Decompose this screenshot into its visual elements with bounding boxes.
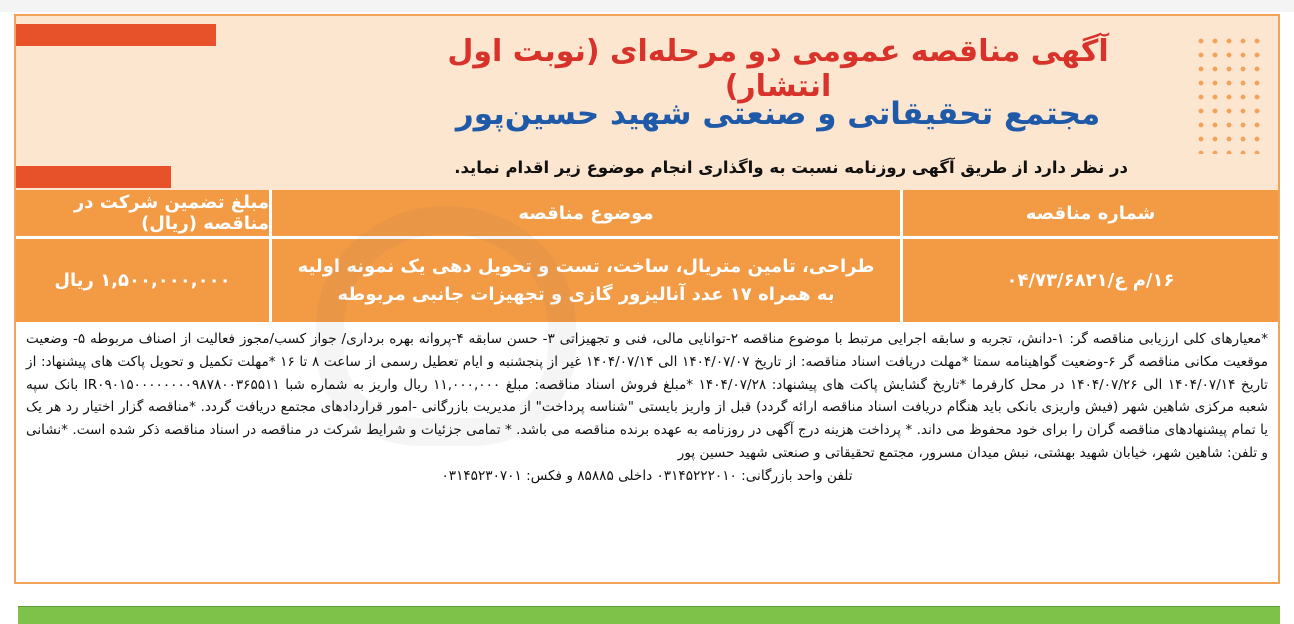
subject-header: موضوع مناقصه xyxy=(272,190,900,236)
tender-advertisement xyxy=(14,14,1280,584)
guarantee-column xyxy=(16,190,269,322)
subject-line-1: طراحی، تامین متریال، ساخت، تست و تحویل دهی یک نمونه اولیه xyxy=(297,255,875,277)
ad-title: آگهی مناقصه عمومی دو مرحله‌ای (نوبت اول انتشار) xyxy=(447,34,1109,104)
tender-number-header: شماره مناقصه xyxy=(903,190,1278,236)
top-strip xyxy=(0,0,1294,12)
tender-details xyxy=(26,328,1268,580)
subject-column xyxy=(272,190,900,322)
subject-line-2: به همراه ۱۷ عدد آنالیزور گازی و تجهیزات جانبی مربوطه xyxy=(337,283,835,305)
intro-text: در نظر دارد از طریق آگهی روزنامه نسبت به واگذاری انجام موضوع زیر اقدام نماید. xyxy=(454,158,1128,177)
guarantee-header: مبلغ تضمین شرکت در مناقصه (ریال) xyxy=(16,190,269,236)
organization-name: مجتمع تحقیقاتی و صنعتی شهید حسین‌پور xyxy=(455,96,1101,132)
ad-header xyxy=(16,16,1278,190)
decorative-dot-grid xyxy=(1194,34,1264,154)
tender-details-paragraph: *معیارهای کلی ارزیابی مناقصه گر: ۱-دانش، تجربه و سابقه اجرایی مرتبط با موضوع مناقصه ۲-توانایی مالی، فنی و تجهیزاتی ۳- حسن سابقه ۴-پروانه بهره برداری/ جواز کسب/مجوز فعالیت از اصناف مربوطه ۵- وضعیت موقعیت مکانی مناقصه گر ۶-وضعیت گواهینامه سمتا *مهلت دریافت اسناد مناقصه: از تاریخ ۱۴۰۴/۰۷/۰۷ الی ۱۴۰۴/۰۷/۱۴ غیر از پنجشنبه و ایام تعطیل رسمی از ساعت ۸ تا ۱۶ *مهلت تکمیل و تحویل پاکت های پیشنهاد: از تاریخ ۱۴۰۴/۰۷/۱۴ الی ۱۴۰۴/۰۷/۲۶ در محل کارفرما *تاریخ گشایش پاکت های پیشنهاد: ۱۴۰۴/۰۷/۲۸ *مبلغ فروش اسناد مناقصه: مبلغ ۱۱,۰۰۰,۰۰۰ ریال واریز به شماره شبا IR۰۹۰۱۵۰۰۰۰۰۰۰۰۹۸۷۸۰۰۳۶۵۵۱۱ بانک سپه شعبه مرکزی شاهین شهر (فیش واریزی بانکی باید هنگام دریافت اسناد مناقصه ارائه گردد) قبل از واریز بایستی "شناسه پرداخت" از مدیریت بازرگانی -امور قراردادهای مجتمع دریافت گردد. *مناقصه گزار اختیار رد هر یک یا تمام پیشنهادهای مناقصه گران را برای خود محفوظ می داند. * پرداخت هزینه درج آگهی در روزنامه به عهده برنده مناقصه می باشد. * تمامی جزئیات و شرایط شرکت در مناقصه در اسناد مناقصه ذکر شده است. *نشانی و تلفن: شاهین شهر، خیابان شهید بهشتی، نبش میدان مسرور، مجتمع تحقیقاتی و صنعتی شهید حسین پور xyxy=(26,331,1269,461)
tender-number-value: ۱۶/م ع/۰۴/۷۳/۶۸۲۱ xyxy=(903,239,1278,322)
guarantee-value: ۱,۵۰۰,۰۰۰,۰۰۰ ریال xyxy=(16,239,269,322)
tender-number-column xyxy=(903,190,1278,322)
decorative-red-bar xyxy=(16,24,216,46)
tender-table xyxy=(16,190,1278,322)
decorative-red-bar-lower xyxy=(16,166,171,188)
subject-value xyxy=(272,239,900,322)
next-ad-green-bar xyxy=(18,606,1280,624)
contact-phone: تلفن واحد بازرگانی: ۰۳۱۴۵۲۲۲۰۱۰ داخلی ۸۵۸۸۵ و فکس: ۰۳۱۴۵۲۳۰۷۰۱ xyxy=(441,467,853,484)
